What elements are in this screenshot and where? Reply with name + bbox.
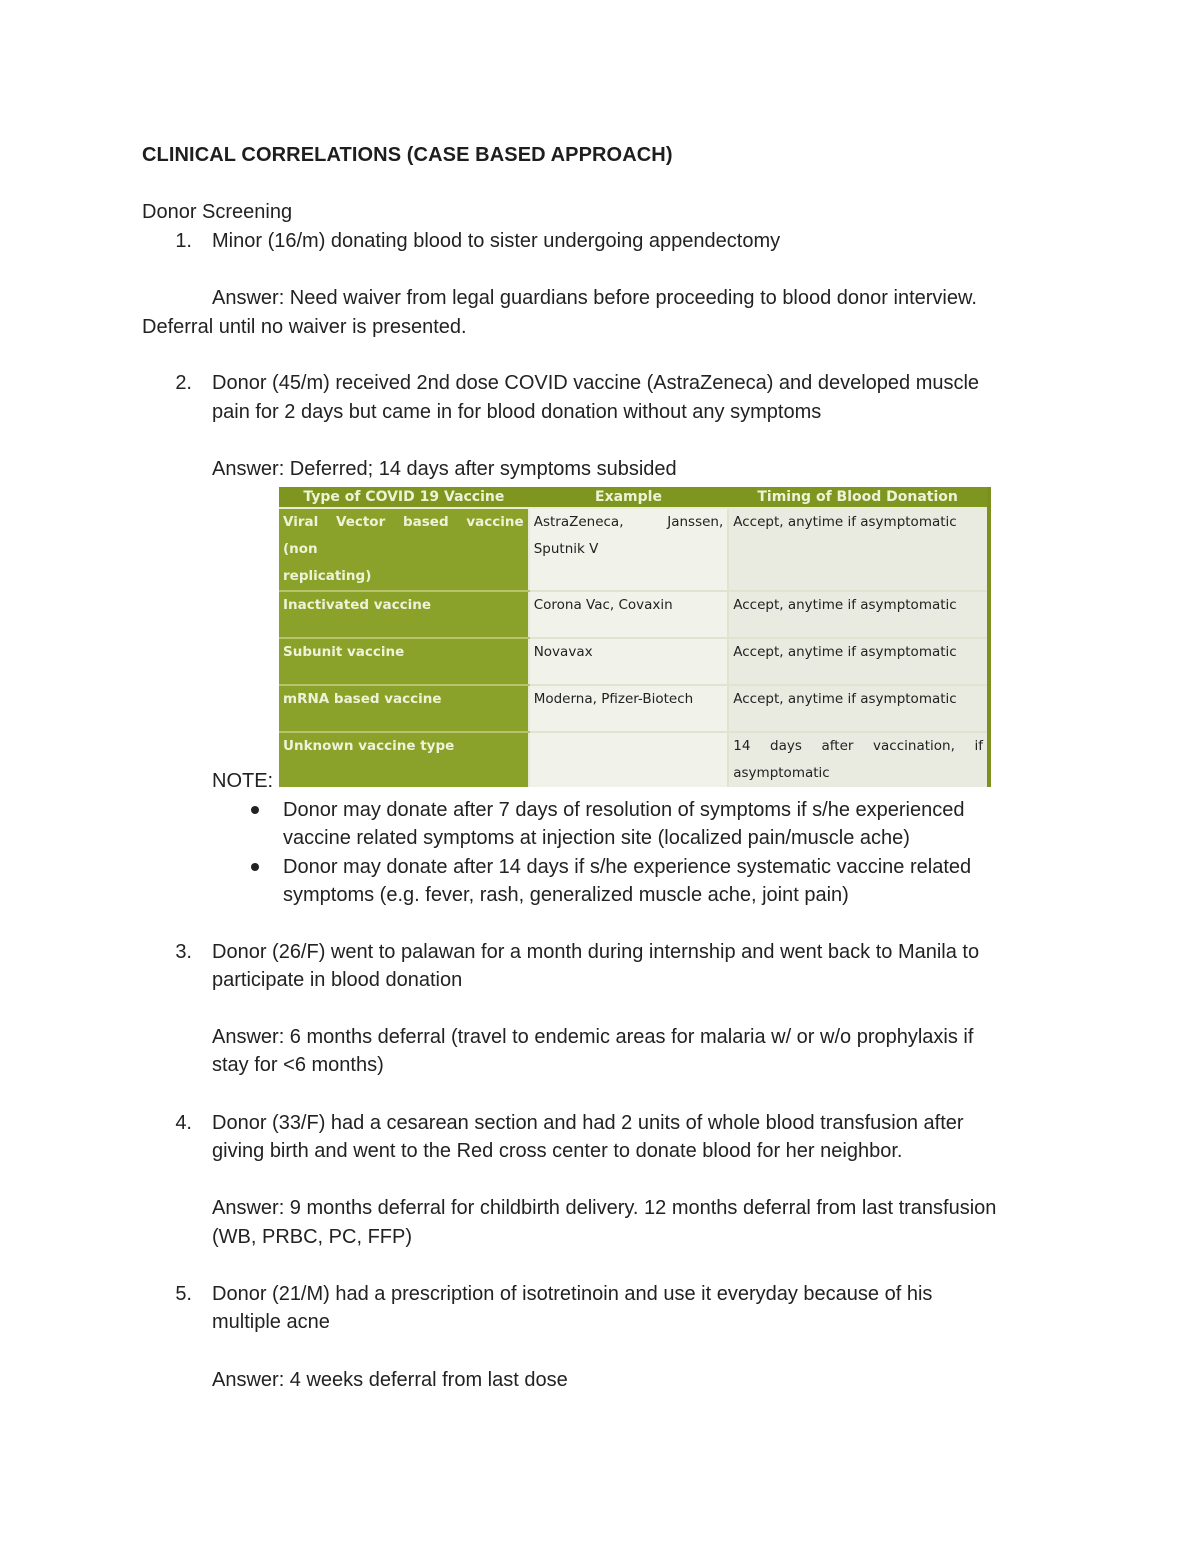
table-cell: Accept, anytime if asymptomatic — [733, 597, 957, 613]
table-cell: asymptomatic — [733, 765, 830, 781]
page-title: CLINICAL CORRELATIONS (CASE BASED APPROACH) — [142, 144, 673, 166]
answer-text: Deferral until no waiver is presented. — [142, 316, 467, 338]
item-number: 2. — [175, 372, 192, 394]
note-bullet-text: Donor may donate after 7 days of resolution of symptoms if s/he experienced — [283, 799, 965, 821]
answer-text: Answer: 6 months deferral (travel to endemic areas for malaria w/ or w/o prophylaxis if — [212, 1026, 974, 1048]
covid-vaccine-table — [279, 487, 991, 787]
question-text: giving birth and went to the Red cross center to donate blood for her neighbor. — [212, 1140, 903, 1162]
answer-text: Answer: 9 months deferral for childbirth delivery. 12 months deferral from last transfusion — [212, 1197, 997, 1219]
table-header: Type of COVID 19 Vaccine — [279, 487, 529, 508]
table-cell: Corona Vac, Covaxin — [533, 597, 673, 613]
item-number: 4. — [175, 1112, 192, 1134]
table-cell: Accept, anytime if asymptomatic — [733, 691, 957, 707]
answer-text: Answer: Need waiver from legal guardians before proceeding to blood donor interview. — [212, 287, 977, 309]
table-cell: 14 days after vaccination, if — [733, 738, 983, 754]
table-row — [279, 638, 989, 685]
table-header: Timing of Blood Donation — [728, 487, 989, 508]
question-text: Donor (21/M) had a prescription of isotretinoin and use it everyday because of his — [212, 1283, 933, 1305]
table-cell: AstraZeneca, Janssen, — [533, 514, 724, 530]
answer-text: Answer: Deferred; 14 days after symptoms subsided — [212, 458, 677, 480]
question-text: participate in blood donation — [212, 969, 463, 991]
table-cell: Unknown vaccine type — [283, 738, 455, 754]
note-bullet-text: vaccine related symptoms at injection site (localized pain/muscle ache) — [283, 827, 910, 849]
question-text: pain for 2 days but came in for blood donation without any symptoms — [212, 401, 822, 423]
answer-text: stay for <6 months) — [212, 1054, 384, 1076]
question-text: Donor (33/F) had a cesarean section and had 2 units of whole blood transfusion after — [212, 1112, 964, 1134]
item-number: 3. — [175, 941, 192, 963]
item-number: 1. — [175, 230, 192, 252]
table-cell: replicating) — [283, 568, 372, 584]
table-row — [279, 591, 989, 638]
table-row — [279, 508, 989, 591]
table-cell: Subunit vaccine — [283, 644, 405, 660]
table-cell: mRNA based vaccine — [283, 691, 442, 707]
answer-text: (WB, PRBC, PC, FFP) — [212, 1226, 412, 1248]
item-number: 5. — [175, 1283, 192, 1305]
note-label: NOTE: — [212, 770, 274, 792]
table-row — [279, 685, 989, 732]
bullet-icon — [251, 806, 259, 814]
table-cell: Accept, anytime if asymptomatic — [733, 644, 957, 660]
question-text: Minor (16/m) donating blood to sister undergoing appendectomy — [212, 230, 781, 252]
table-cell: Inactivated vaccine — [283, 597, 432, 613]
table-cell: Moderna, Pfizer-Biotech — [533, 691, 694, 707]
section-heading: Donor Screening — [142, 201, 293, 223]
question-text: Donor (45/m) received 2nd dose COVID vaccine (AstraZeneca) and developed muscle — [212, 372, 980, 394]
bullet-icon — [251, 863, 259, 871]
question-text: multiple acne — [212, 1311, 330, 1333]
table-header: Example — [529, 487, 729, 508]
note-bullet-text: symptoms (e.g. fever, rash, generalized muscle ache, joint pain) — [283, 884, 849, 906]
table-row — [279, 732, 989, 787]
table-cell: Novavax — [533, 644, 593, 660]
answer-text: Answer: 4 weeks deferral from last dose — [212, 1369, 568, 1391]
table-cell: Viral Vector based vaccine (non — [283, 514, 524, 557]
note-bullet-text: Donor may donate after 14 days if s/he experience systematic vaccine related — [283, 856, 972, 878]
table-cell: Accept, anytime if asymptomatic — [733, 514, 957, 530]
question-text: Donor (26/F) went to palawan for a month during internship and went back to Manila to — [212, 941, 980, 963]
table-cell: Sputnik V — [533, 541, 599, 557]
